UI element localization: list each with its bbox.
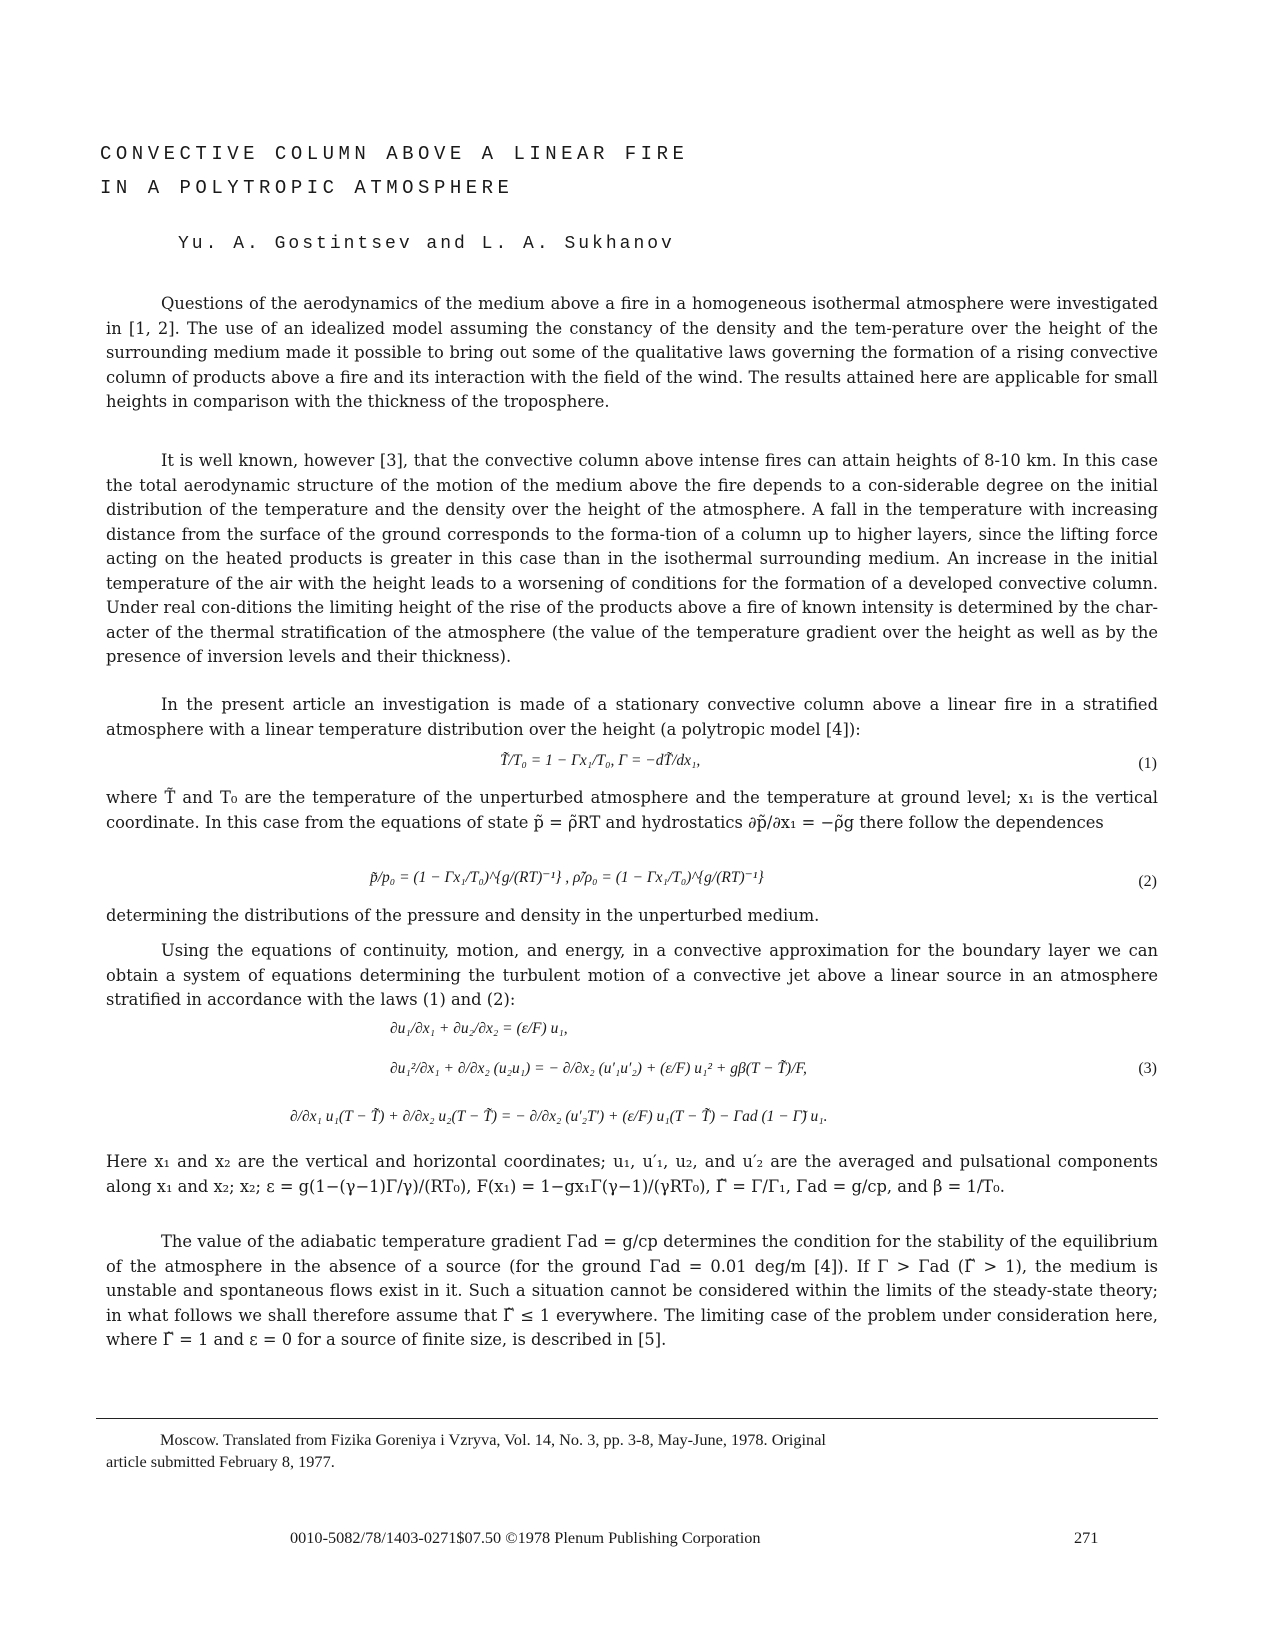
article-title-line-2: IN A POLYTROPIC ATMOSPHERE [100,177,514,199]
copyright-line: 0010-5082/78/1403-0271$07.50 ©1978 Plenum Publishing Corporation [290,1528,761,1547]
equation-1: T̃/T₀ = 1 − Γx₁/T₀, Γ = −dT̃/dx₁, [500,752,701,769]
article-title-line-1: CONVECTIVE COLUMN ABOVE A LINEAR FIRE [100,143,689,165]
equation-2-number: (2) [1138,873,1157,890]
equation-2: p̃/p₀ = (1 − Γx₁/T₀)^{g/(RT)⁻¹} , ρ̃/ρ₀ = (1 − Γx₁/T₀)^{g/(RT)⁻¹} [370,869,764,886]
paragraph-8: The value of the adiabatic temperature gradient Γad = g/cp determines the condition for the stability of the equilibrium of the atmosphere in the absence of a source (for the ground Γad = 0.01 deg/m [4]). If Γ > Γad (Γ̃ > 1), the medium is unstable and spontaneous flows exist in it. Such a situation cannot be considered within the limits of the steady-state theory; in what follows we shall therefore assume that Γ̃ ≤ 1 everywhere. The limiting case of the problem under consideration here, where Γ̃ = 1 and ε = 0 for a source of finite size, is described in [5]. [106,1232,1158,1349]
paragraph-1: Questions of the aerodynamics of the medium above a fire in a homogeneous isothermal atmosphere were investigated in [1, 2]. The use of an idealized model assuming the constancy of the density and the tem-perature over the height of the surrounding medium made it possible to bring out some of the qualitative laws governing the formation of a rising convective column of products above a fire and its interaction with the field of the wind. The results attained here are applicable for small heights in comparison with the thickness of the troposphere. [106,294,1158,411]
equation-3-line-1: ∂u₁/∂x₁ + ∂u₂/∂x₂ = (ε/F) u₁, [390,1020,568,1037]
paragraph-4: where T̃ and T₀ are the temperature of the unperturbed atmosphere and the temperature at ground level; x₁ is the vertical coordinate. In this case from the equations of state p̃ = ρ̃RT and hydrostatics ∂p̃/∂x₁ = −ρ̃g there follow the dependences [106,788,1158,832]
paragraph-5: determining the distributions of the pressure and density in the unperturbed medium. [106,906,820,925]
equation-1-number: (1) [1138,755,1157,772]
paragraph-3: In the present article an investigation is made of a stationary convective column above a linear fire in a stratified atmosphere with a linear temperature distribution over the height (a polytropic model [4]): [106,695,1158,739]
equation-3-line-3: ∂/∂x₁ u₁(T − T̃) + ∂/∂x₂ u₂(T − T̃) = − ∂/∂x₂ (u′₂T′) + (ε/F) u₁(T − T̃) − Γad (1 − Γ̃) u₁. [290,1108,828,1125]
equation-3-line-2: ∂u₁²/∂x₁ + ∂/∂x₂ (u₂u₁) = − ∂/∂x₂ (u′₁u′₂) + (ε/F) u₁² + gβ(T − T̃)/F, [390,1060,807,1077]
paragraph-6: Using the equations of continuity, motion, and energy, in a convective approximation for the boundary layer we can obtain a system of equations determining the turbulent motion of a convective jet above a linear source in an atmosphere stratified in accordance with the laws (1) and (2): [106,941,1158,1009]
paragraph-2: It is well known, however [3], that the convective column above intense fires can attain heights of 8-10 km. In this case the total aerodynamic structure of the motion of the medium above the fire depends to a con-siderable degree on the initial distribution of the temperature and the density over the height of the atmosphere. A fall in the temperature with increasing distance from the surface of the ground corresponds to the forma-tion of a column up to higher layers, since the lifting force acting on the heated products is greater in this case than in the isothermal surrounding medium. An increase in the initial temperature of the air with the height leads to a worsening of conditions for the formation of a developed convective column. Under real con-ditions the limiting height of the rise of the products above a fire of known intensity is determined by the char-acter of the thermal stratification of the atmosphere (the value of the temperature gradient over the height as well as by the presence of inversion levels and their thickness). [106,451,1158,666]
footnote-divider [96,1418,1158,1419]
footnote-line-1: Moscow. Translated from Fizika Goreniya i Vzryva, Vol. 14, No. 3, pp. 3-8, May-June, 1978. Original [160,1430,826,1449]
footnote-line-2: article submitted February 8, 1977. [106,1452,335,1471]
page-number: 271 [1074,1528,1099,1547]
equation-3-number: (3) [1138,1060,1157,1077]
authors: Yu. A. Gostintsev and L. A. Sukhanov [178,234,675,254]
paragraph-7: Here x₁ and x₂ are the vertical and horizontal coordinates; u₁, u′₁, u₂, and u′₂ are the averaged and pulsational components along x₁ and x₂; x₂; ε = g(1−(γ−1)Γ/γ)/(RT₀), F(x₁) = 1−gx₁Γ(γ−1)/(γRT₀), Γ̃ = Γ/Γ₁, Γad = g/cp, and β = 1/T₀. [106,1152,1158,1196]
